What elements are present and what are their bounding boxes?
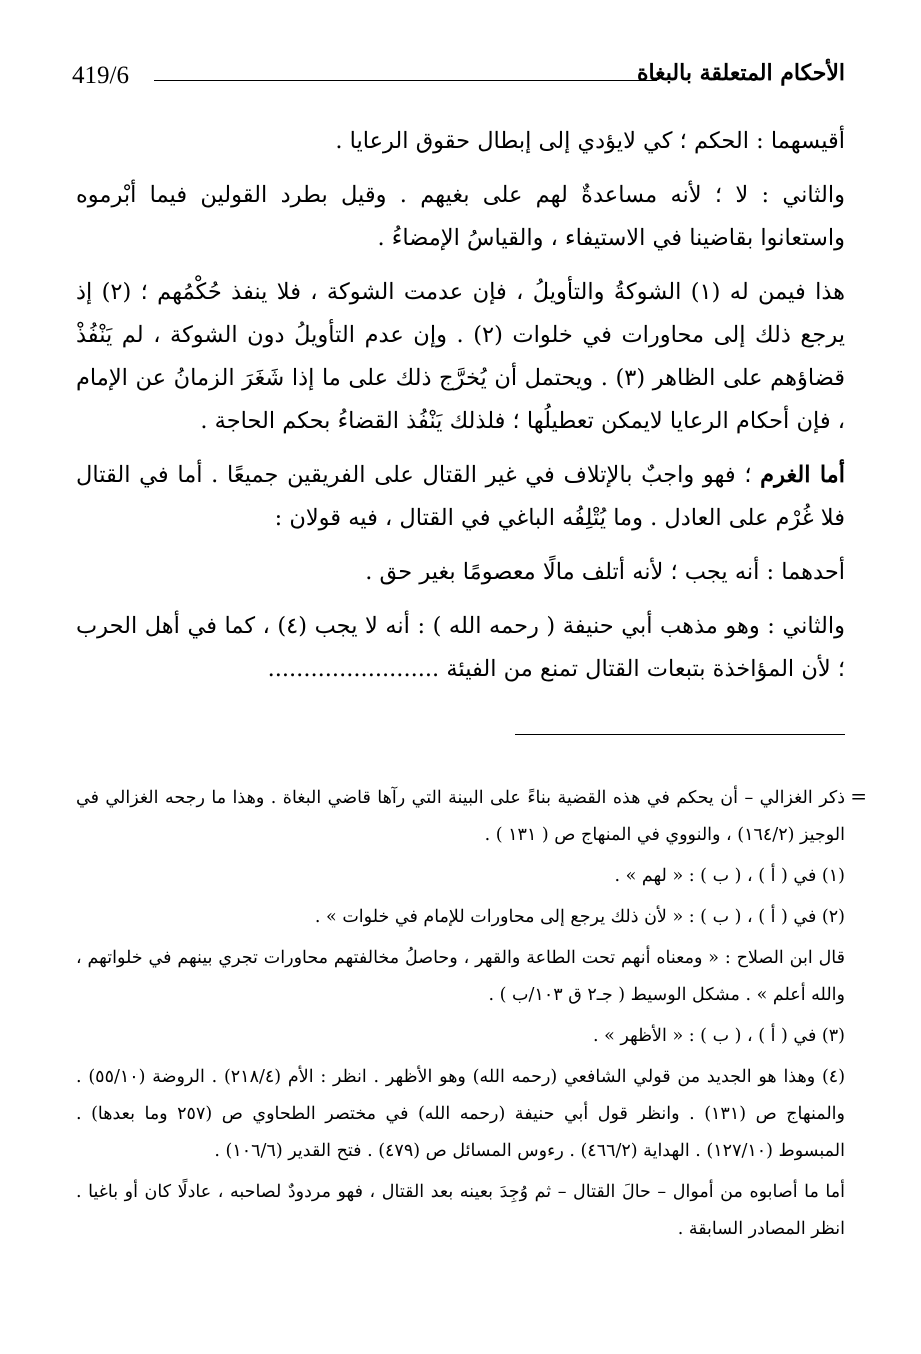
section-lead: أما الغرم [760,462,845,488]
footnote-continuation [76,780,867,854]
footnote: (٣) في ( أ ) ، ( ب ) : « الأظهر » . [593,1026,845,1046]
header-rule [154,80,657,81]
continuation-mark: = [850,784,867,808]
main-text [76,120,845,702]
page-header [72,60,845,100]
paragraph: هذا فيمن له (١) الشوكةُ والتأويلُ ، فإن عدمت الشوكة ، فلا ينفذ حُكْمُهم ؛ (٢) إذ يرجع ذلك إلى محاورات في خلوات (٢) . وإن عدم التأويلُ دون الشوكة ، لم يَنْفُذْ قضاؤهم على الظاهر (٣) . ويحتمل أن يُخرَّج ذلك على ما إذا شَغَرَ الزمانُ عن الإمام ، فإن أحكام الرعايا لايمكن تعطيلُها ؛ فلذلك يَنْفُذ القضاءُ بحكم الحاجة . [76,279,846,434]
paragraph: أحدهما : أنه يجب ؛ لأنه أتلف مالًا معصومًا بغير حق . [365,559,845,585]
running-title: الأحكام المتعلقة بالبغاة [636,60,845,86]
footnote: (٢) في ( أ ) ، ( ب ) : « لأن ذلك يرجع إلى محاورات للإمام في خلوات » . [314,907,845,927]
footnote-text: ذكر الغزالي – أن يحكم في هذه القضية بناءً على البينة التي رآها قاضي البغاة . وهذا ما رجحه الغزالي في الوجيز (١٦٤/٢) ، والنووي في المنهاج ص ( ١٣١ ) . [76,788,845,845]
footnote: (١) في ( أ ) ، ( ب ) : « لهم » . [614,866,845,886]
footnotes [76,780,867,1252]
footnote: أما ما أصابوه من أموال – حالَ القتال – ثم وُجِدَ بعينه بعد القتال ، فهو مردودٌ لصاحبه ، عادلًا كان أو باغيا . انظر المصادر السابقة . [76,1182,845,1239]
paragraph-text: ؛ فهو واجبٌ بالإتلاف في غير القتال على الفريقين جميعًا . أما في القتال فلا غُرْم على العادل . وما يُتْلِفُه الباغي في القتال ، فيه قولان : [76,462,845,531]
footnote: (٤) وهذا هو الجديد من قولي الشافعي (رحمه الله) وهو الأظهر . انظر : الأم (٢١٨/٤) . الروضة (٥٥/١٠) . والمنهاج ص (١٣١) . وانظر قول أبي حنيفة (رحمه الله) في مختصر الطحاوي ص (٢٥٧ وما بعدها) . المبسوط (١٢٧/١٠) . الهداية (٤٦٦/٢) . رءوس المسائل ص (٤٧٩) . فتح القدير (١٠٦/٦) . [76,1067,846,1161]
paragraph [76,454,845,540]
footnote: قال ابن الصلاح : « ومعناه أنهم تحت الطاعة والقهر ، وحاصلُ مخالفتهم محاورات تجري بينهم في خلواتهم ، والله أعلم » . مشكل الوسيط ( جـ٢ ق ١٠٣/ب ) . [76,948,845,1005]
page-number: 419/6 [72,62,129,89]
paragraph: والثاني : وهو مذهب أبي حنيفة ( رحمه الله ) : أنه لا يجب (٤) ، كما في أهل الحرب ؛ لأن المؤاخذة بتبعات القتال تمنع من الفيئة ........................ [76,613,845,682]
paragraph: والثاني : لا ؛ لأنه مساعدةٌ لهم على بغيهم . وقيل بطرد القولين فيما أبْرموه واستعانوا بقاضينا في الاستيفاء ، والقياسُ الإمضاءُ . [76,182,845,251]
footnote-separator [515,734,845,735]
paragraph: أقيسهما : الحكم ؛ كي لايؤدي إلى إبطال حقوق الرعايا . [335,128,845,154]
